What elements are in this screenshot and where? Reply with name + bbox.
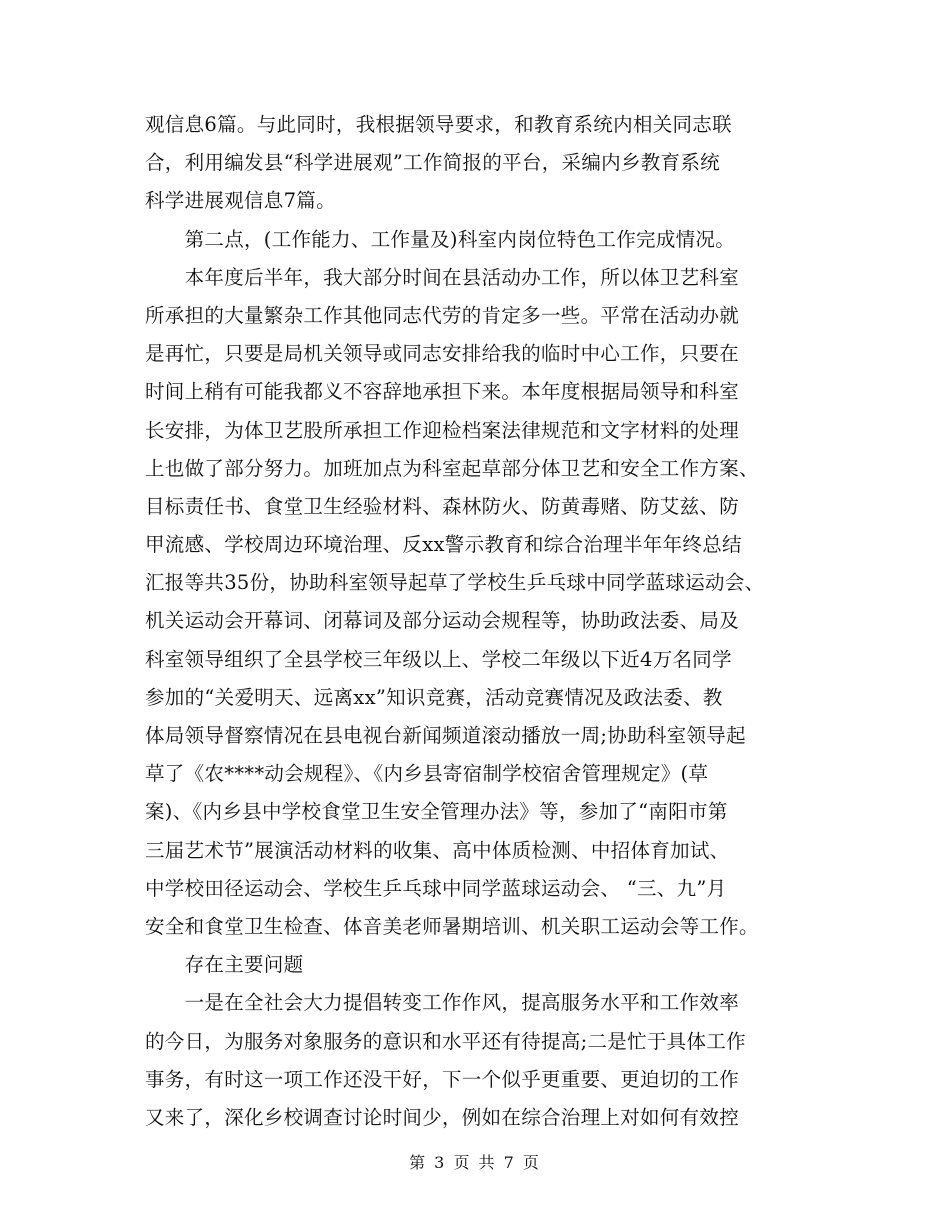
text-line: 是再忙，只要是局机关领导或同志安排给我的临时中心工作，只要在 <box>145 342 740 366</box>
text-line: 本年度后半年，我大部分时间在县活动办工作，所以体卫艺科室 <box>145 265 740 289</box>
text-line: 时间上稍有可能我都义不容辞地承担下来。本年度根据局领导和科室 <box>145 380 740 404</box>
text-line: 科学进展观信息7篇。 <box>145 189 336 213</box>
text-line: 目标责任书、食堂卫生经验材料、森林防火、防黄毒赌、防艾兹、防 <box>145 494 740 518</box>
text-line: 长安排，为体卫艺股所承担工作迎检档案法律规范和文字材料的处理 <box>145 418 740 442</box>
text-line: 观信息6篇。与此同时，我根据领导要求，和教育系统内相关同志联 <box>145 113 732 136</box>
body-text <box>145 106 825 1137</box>
text-line: 又来了，深化乡校调查讨论时间少，例如在综合治理上对如何有效控 <box>145 1105 740 1129</box>
text-line: 机关运动会开幕词、闭幕词及部分运动会规程等，协助政法委、局及 <box>145 609 740 633</box>
page-number-footer: 第 3 页 共 7 页 <box>409 1153 541 1172</box>
text-line: 事务，有时这一项工作还没干好，下一个似乎更重要、更迫切的工作 <box>145 1067 740 1091</box>
text-line: 参加的“关爱明天、远离xx”知识竞赛，活动竞赛情况及政法委、教 <box>145 685 723 709</box>
text-line: 汇报等共35份，协助科室领导起草了学校生乒乓球中同学蓝球运动会、 <box>145 571 765 595</box>
section-heading: 第二点，(工作能力、工作量及)科室内岗位特色工作完成情况。 <box>145 227 736 251</box>
text-line: 中学校田径运动会、学校生乒乓球中同学蓝球运动会、 “三、九”月 <box>145 876 727 900</box>
text-line: 合，利用编发县“科学进展观”工作简报的平台，采编内乡教育系统 <box>145 151 720 175</box>
text-line: 科室领导组织了全县学校三年级以上、学校二年级以下近4万名同学 <box>145 647 732 671</box>
text-line: 的今日，为服务对象服务的意识和水平还有待提高;二是忙于具体工作 <box>145 1029 746 1053</box>
text-line: 安全和食堂卫生检查、体音美老师暑期培训、机关职工运动会等工作。 <box>145 914 759 938</box>
text-line: 所承担的大量繁杂工作其他同志代劳的肯定多一些。平常在活动办就 <box>145 303 740 327</box>
section-heading: 存在主要问题 <box>145 953 304 977</box>
text-line: 案)、《内乡县中学校食堂卫生安全管理办法》等，参加了“南阳市第 <box>145 800 728 824</box>
text-line: 三届艺术节”展演活动材料的收集、高中体质检测、中招体育加试、 <box>145 838 730 862</box>
text-line: 一是在全社会大力提倡转变工作作风，提高服务水平和工作效率 <box>145 991 740 1015</box>
text-line: 体局领导督察情况在县电视台新闻频道滚动播放一周;协助科室领导起 <box>145 724 746 747</box>
text-line: 上也做了部分努力。加班加点为科室起草部分体卫艺和安全工作方案、 <box>145 456 759 480</box>
text-line: 草了《农****动会规程》、《内乡县寄宿制学校宿舍管理规定》(草 <box>145 762 709 786</box>
text-line: 甲流感、学校周边环境治理、反xx警示教育和综合治理半年年终总结 <box>145 533 742 557</box>
